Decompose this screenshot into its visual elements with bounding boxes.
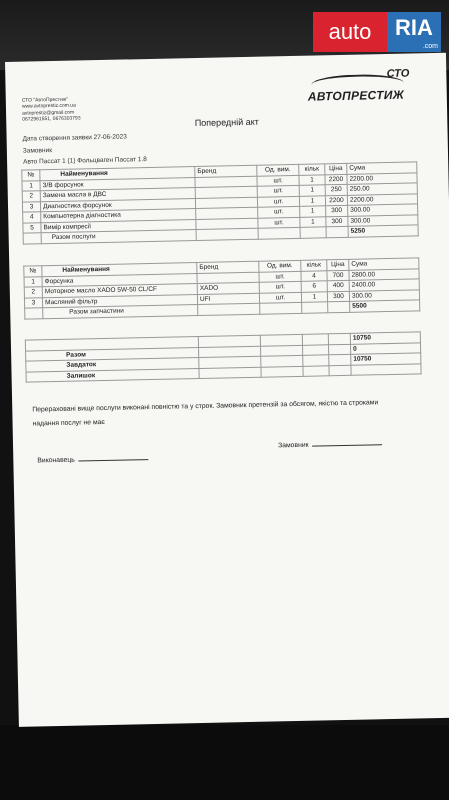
cell-qty: 1 — [300, 206, 326, 217]
completion-statement — [32, 396, 379, 431]
cell-price: 300 — [326, 205, 348, 216]
cell-unit: шт. — [257, 185, 299, 196]
parts-header-unit: Од. вим. — [259, 260, 301, 271]
services-total-label: Разом послуги — [41, 230, 196, 244]
cell-name: Компьютерна діагностика — [41, 209, 196, 223]
parts-header-sum: Сума — [349, 258, 419, 270]
executor-signature-line — [79, 459, 149, 461]
cell-price: 300 — [326, 216, 348, 227]
services-header-price: Ціна — [325, 163, 347, 174]
parts-header-name: Найменування — [42, 263, 197, 277]
cell-qty: 1 — [300, 216, 326, 227]
cell-name: З/В форсунок — [40, 177, 195, 191]
parts-header-brand: Бренд — [197, 261, 259, 273]
company-email: avtoprestiz@gmail.com — [22, 109, 75, 117]
cell-num: 1 — [22, 180, 40, 191]
cell-sum: 250.00 — [347, 183, 417, 195]
summary-header-value: 10750 — [350, 332, 420, 344]
services-header-qty: кільк — [299, 164, 325, 175]
cell-empty — [303, 365, 329, 376]
services-table — [21, 161, 418, 244]
cell-sum: 2800.00 — [349, 268, 419, 280]
statement-line-2: надання послуг не має — [32, 418, 105, 428]
cell-empty — [196, 228, 258, 240]
cell-empty — [303, 355, 329, 366]
customer-signature-label: Замовник — [278, 441, 309, 450]
company-name: СТО "АвтоПрестиж" — [21, 96, 68, 104]
cell-num: 1 — [24, 276, 42, 287]
parts-table — [23, 257, 420, 319]
parts-header-qty: кільк — [301, 260, 327, 271]
cell-price: 2200 — [325, 174, 347, 185]
cell-name: Замена масла в ДВС — [40, 188, 195, 202]
executor-signature — [37, 455, 149, 464]
cell-price: 400 — [327, 280, 349, 291]
watermark-ria — [387, 12, 441, 52]
cell-empty — [302, 344, 328, 355]
cell-unit: шт. — [259, 271, 301, 282]
cell-sum: 2200.00 — [347, 193, 417, 205]
summary-balance-label: Залишок — [26, 368, 199, 382]
cell-empty — [258, 227, 300, 238]
summary-total-value: 0 — [350, 342, 420, 354]
cell-unit: шт. — [259, 292, 301, 303]
cell-empty — [261, 366, 303, 377]
cell-sum: 2400.00 — [349, 279, 419, 291]
cell-price: 2200 — [325, 195, 347, 206]
document-sheet — [5, 53, 449, 727]
summary-total-label: Разом — [26, 347, 199, 361]
cell-empty — [328, 333, 350, 344]
cell-name: Форсунка — [42, 273, 197, 287]
cell-qty: 1 — [299, 174, 325, 185]
document-title: Попередній акт — [194, 116, 259, 129]
cell-price: 250 — [325, 184, 347, 195]
cell-num: 3 — [22, 201, 40, 212]
cell-num: 2 — [22, 191, 40, 202]
cell-num: 5 — [23, 222, 41, 233]
summary-deposit-value: 10750 — [351, 353, 421, 365]
parts-total-label: Разом запчастини — [43, 305, 198, 319]
services-header-brand: Бренд — [195, 165, 257, 177]
cell-unit: шт. — [257, 196, 299, 207]
watermark-ria-text: RIA — [395, 15, 433, 40]
cell-empty — [23, 233, 41, 244]
cell-empty — [302, 334, 328, 345]
cell-name: Диагностика форсунок — [40, 198, 195, 212]
cell-empty — [199, 367, 261, 379]
customer-label: Замовник — [22, 147, 53, 155]
cell-empty — [328, 344, 350, 355]
services-header-name: Найменування — [40, 167, 195, 181]
cell-qty: 1 — [301, 291, 327, 302]
cell-qty: 1 — [299, 195, 325, 206]
cell-empty — [260, 302, 302, 313]
parts-header-price: Ціна — [327, 259, 349, 270]
cell-empty — [329, 365, 351, 376]
cell-unit: шт. — [258, 217, 300, 228]
cell-name: Моторное масло XADO 5W-50 CL/CF — [42, 284, 197, 298]
cell-qty: 4 — [301, 270, 327, 281]
cell-empty — [302, 302, 328, 313]
summary-table — [25, 331, 422, 382]
cell-empty — [198, 303, 260, 315]
watermark-domain: .com — [422, 43, 438, 50]
cell-unit: шт. — [257, 175, 299, 186]
services-header-sum: Сума — [347, 162, 417, 174]
cell-price: 700 — [327, 270, 349, 281]
company-info — [22, 96, 81, 123]
services-total-value: 5250 — [348, 225, 418, 237]
cell-brand: UFI — [197, 293, 259, 305]
logo-sto: СТО — [386, 67, 410, 81]
cell-empty — [300, 227, 326, 238]
request-date: Дата створення заявки 27-06-2023 — [22, 133, 127, 143]
cell-num: 2 — [24, 287, 42, 298]
cell-sum: 300.00 — [348, 214, 418, 226]
services-header-num: № — [22, 170, 40, 181]
cell-unit: шт. — [259, 281, 301, 292]
cell-empty — [25, 308, 43, 319]
parts-header-num: № — [24, 266, 42, 277]
cell-num: 4 — [23, 212, 41, 223]
cell-price: 300 — [327, 291, 349, 302]
services-header-unit: Од. вим. — [257, 164, 299, 175]
summary-deposit-label: Завдаток — [26, 358, 199, 372]
cell-num: 3 — [24, 297, 42, 308]
cell-name: Масляний фільтр — [42, 294, 197, 308]
photo-background-bottom — [0, 725, 449, 800]
cell-unit: шт. — [258, 206, 300, 217]
cell-qty: 1 — [299, 185, 325, 196]
customer-signature — [278, 440, 383, 449]
cell-sum: 300.00 — [349, 289, 419, 301]
watermark-auto: auto — [313, 12, 387, 52]
summary-balance-value — [351, 363, 421, 375]
parts-total-value: 5500 — [350, 300, 420, 312]
autoria-watermark — [313, 12, 441, 52]
company-site: www.avtoprestiz.com.ua — [21, 102, 76, 111]
cell-sum: 300.00 — [348, 204, 418, 216]
company-logo — [305, 67, 416, 103]
statement-line-1: Перераховані вище послуги виконані повністю та у строк. Замовник претензій за обсягом, якістю та строками — [32, 399, 379, 414]
executor-signature-label: Виконавець — [37, 456, 75, 465]
cell-name: Вимір компресії — [41, 219, 196, 233]
logo-name: АВТОПРЕСТИЖ — [307, 87, 405, 104]
cell-empty — [329, 354, 351, 365]
cell-brand: XADO — [197, 282, 259, 294]
cell-empty — [328, 301, 350, 312]
customer-signature-line — [313, 444, 383, 446]
car-info: Авто Пассат 1 (1) Фольцваген Пассат 1.8 — [23, 156, 147, 166]
company-phones: 0672961551, 0676303793 — [22, 115, 81, 123]
cell-qty: 6 — [301, 281, 327, 292]
cell-sum: 2200.00 — [347, 172, 417, 184]
cell-empty — [326, 226, 348, 237]
